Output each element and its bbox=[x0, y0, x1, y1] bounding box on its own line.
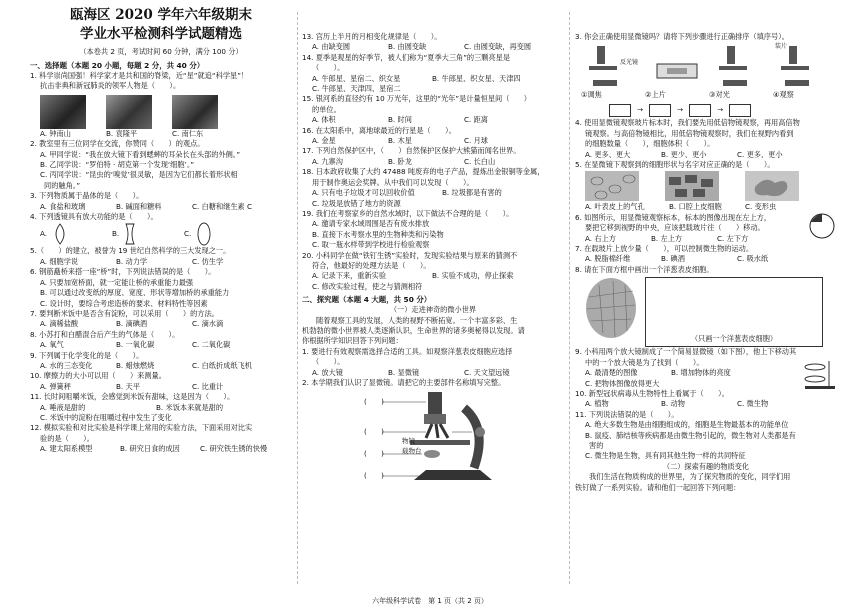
q12-options bbox=[30, 444, 292, 454]
q6-option-b[interactable]: B. 可以通过改变纸的厚度、宽度、形状等增加桥的承重能力 bbox=[40, 288, 230, 298]
c3-q6-option-b[interactable]: B. 左上方 bbox=[651, 233, 683, 243]
c3-q11-option-c[interactable]: C. 微生物是生物，具有同其他生物一样的共同特征 bbox=[585, 451, 746, 461]
q1-text2: 抗击非典和新冠肺炎的领军人物是（ ）。 bbox=[40, 81, 181, 91]
c3-q9-text2: 中的一个放大镜是为了找到（ ）。 bbox=[585, 357, 704, 367]
c3-q10-option-c[interactable]: C. 微生物 bbox=[737, 399, 769, 409]
column-left bbox=[30, 0, 292, 614]
q12-option-c[interactable]: C. 研究铁生锈的快慢 bbox=[200, 444, 268, 454]
q13-option-a[interactable]: A. 由缺变圆 bbox=[312, 42, 351, 52]
q1-text: 1. 科学崇尚国强！科学家才是共和国的脊梁，近“星”就追“科学星”！ bbox=[30, 71, 249, 80]
q16-option-a[interactable]: A. 金星 bbox=[312, 136, 336, 146]
blank-label-1[interactable]: ( ) bbox=[364, 397, 384, 407]
s2-q1-text: 1. 要进行有效观察需选择合适的工具。如观察洋葱表皮细胞应选择 bbox=[302, 346, 513, 356]
c3-q10-option-a[interactable]: A. 植物 bbox=[585, 399, 609, 409]
s2-q2-text: 2. 本学期我们认识了显微镜。请把它的主要部件名称填写完整。 bbox=[302, 378, 506, 387]
q10-option-b[interactable]: B. 天平 bbox=[116, 381, 140, 391]
q3-option-a[interactable]: A. 食盐和玻璃 bbox=[40, 201, 86, 211]
drawing-box[interactable] bbox=[645, 277, 823, 347]
step-label-2: ②上片 bbox=[645, 90, 666, 100]
q8-options bbox=[30, 340, 292, 350]
part1-intro-2: 机勃勃的微小世界被人类逐渐认识，生命世界的诸多奥秘得以发现。请 bbox=[302, 325, 525, 335]
s2-q1-text2: （ ）。 bbox=[312, 357, 345, 367]
c3-q10-text: 10. 新型冠状病毒从生物特性上看属于（ ）。 bbox=[575, 388, 729, 398]
c3-q7-option-b[interactable]: B. 碘酒 bbox=[661, 254, 685, 264]
exam-title-line1: 瓯海区 2020 学年六年级期末 bbox=[70, 7, 252, 23]
c3-q5-option-b[interactable]: B. 口腔上皮细胞 bbox=[669, 202, 722, 212]
q4-option-c[interactable]: C. bbox=[184, 229, 192, 239]
q3-option-b[interactable]: B. 碱面和糖料 bbox=[116, 201, 162, 211]
s2-q1-option-c[interactable]: C. 天文望远镜 bbox=[464, 367, 510, 377]
q17-options bbox=[302, 157, 564, 167]
q15-text: 15. 银河系的直径约有 10 万光年，这里的“光年”是计量恒星间（ ） bbox=[302, 94, 531, 104]
microscope-steps-icon bbox=[575, 42, 837, 90]
q18-text: 18. 日本政府收集了大约 47488 吨废弃的电子产品，提炼出金银铜等金属， bbox=[302, 167, 545, 177]
q8-text: 8. 小苏打和白醋混合后产生的气体是（ ）。 bbox=[30, 329, 180, 339]
q14-option-a[interactable]: A. 牛郎星、星宿二、织女星 bbox=[312, 73, 401, 83]
q13-option-b[interactable]: B. 由圆变缺 bbox=[388, 42, 427, 52]
c3-q10-option-b[interactable]: B. 动物 bbox=[661, 399, 685, 409]
c3-q8-text: 8. 请在下面方框中画出一个洋葱表皮细胞。 bbox=[575, 264, 714, 274]
onion-cell-sample-icon bbox=[585, 277, 637, 339]
c3-q4-text: 4. 使用显微镜观察玻片标本时，我们要先用低倍物镜观察，再用高倍物 bbox=[575, 118, 800, 128]
c3-q6-text2: 要把它移到视野的中央，应该把载玻片往（ ）移动。 bbox=[585, 223, 765, 233]
order-box-3[interactable] bbox=[689, 104, 711, 117]
q13-option-c[interactable]: C. 由圆变缺，再变圆 bbox=[464, 42, 532, 52]
q3-option-c[interactable]: C. 白糖和继生素 C bbox=[192, 201, 253, 211]
label-mirror: 反光镜 bbox=[620, 59, 639, 67]
label-stage: 载物台 bbox=[402, 447, 422, 456]
q11-option-c[interactable]: C. 米饭中的淀粉在咀嚼过程中发生了变化 bbox=[40, 412, 172, 422]
c3-q6-options bbox=[575, 234, 837, 244]
c3-q6-text: 6. 如图所示，用显微镜观察标本，标本的图像出现在左上方， bbox=[575, 212, 772, 222]
order-box-4[interactable] bbox=[729, 104, 751, 117]
c3-q10-options bbox=[575, 399, 837, 409]
q17-option-a[interactable]: A. 九寨沟 bbox=[312, 156, 343, 166]
c3-q7-options bbox=[575, 254, 837, 264]
q14-options-ab bbox=[302, 74, 564, 84]
q3-options bbox=[30, 202, 292, 212]
q15-option-c[interactable]: C. 距离 bbox=[464, 115, 488, 125]
q9-text: 9. 下列属于化学变化的是（ ）。 bbox=[30, 350, 144, 360]
concave-lens-icon bbox=[124, 223, 184, 245]
q15-option-a[interactable]: A. 体积 bbox=[312, 115, 336, 125]
s2-q1-options bbox=[302, 368, 564, 378]
c3-q11-option-b-cont: 害的 bbox=[589, 440, 604, 450]
q17-option-b[interactable]: B. 卧龙 bbox=[388, 156, 412, 166]
exam-title-line2: 学业水平检测科学试题精选 bbox=[80, 26, 242, 42]
q20-text: 20. 小科同学在做“铁钉生锈”实验时，发现实验结果与原来的猜测不 bbox=[302, 250, 518, 260]
q6-text: 6. 钢筋矗桥来搭一座“桥”时，下列说法错误的是（ ）。 bbox=[30, 267, 216, 277]
q4-option-b[interactable]: B. bbox=[112, 229, 120, 239]
q6-block bbox=[575, 213, 837, 244]
q17-text: 17. 下列自然保护区中，（ ）自然保护区保护大熊猫而闻名世界。 bbox=[302, 146, 521, 156]
c3-q6-option-a[interactable]: A. 右上方 bbox=[585, 233, 616, 243]
step-order-boxes: → → → bbox=[575, 102, 837, 118]
column-divider-1 bbox=[297, 12, 298, 584]
q12-option-a[interactable]: A. 建太阳系模型 bbox=[40, 444, 93, 454]
q10-options bbox=[30, 382, 292, 392]
q7-options bbox=[30, 319, 292, 329]
q10-option-a[interactable]: A. 弹簧秤 bbox=[40, 381, 71, 391]
q2-option-c-cont: 同的触角。” bbox=[44, 180, 81, 190]
q5-option-c[interactable]: C. 仿生学 bbox=[192, 256, 224, 266]
q15-option-b[interactable]: B. 时间 bbox=[388, 115, 412, 125]
q8-drawing-area bbox=[575, 277, 837, 347]
q18-option-b[interactable]: B. 垃圾都是有害的 bbox=[442, 188, 502, 198]
convex-lens-icon bbox=[52, 223, 112, 245]
c3-q5-option-c[interactable]: C. 变形虫 bbox=[745, 202, 777, 212]
q10-text: 10. 摩擦力的大小可以用（ ）来测量。 bbox=[30, 371, 166, 381]
q8-option-a[interactable]: A. 氧气 bbox=[40, 340, 64, 350]
q8-option-c[interactable]: C. 二氧化碳 bbox=[192, 340, 231, 350]
q11-option-a[interactable]: A. 唾液是甜的 bbox=[40, 402, 86, 412]
q16-option-b[interactable]: B. 木星 bbox=[388, 136, 412, 146]
oval-lens-icon bbox=[196, 222, 226, 246]
q9-options bbox=[30, 361, 292, 371]
q15-text2: 的单位。 bbox=[312, 104, 341, 114]
q1-photos bbox=[30, 95, 292, 129]
q6-option-c[interactable]: C. 设计时，要综合考虑造桥的要求、材料特性等因素 bbox=[40, 298, 208, 308]
c3-q4-option-b[interactable]: B. 更少、更小 bbox=[661, 149, 707, 159]
photo-scientist-2 bbox=[106, 95, 152, 129]
c3-q5-text: 5. 在显微镜下观察到的细胞形状与名字对应正确的是（ ）。 bbox=[575, 160, 775, 170]
section2-heading: 二、探究题（本题 4 大题，共 50 分） bbox=[302, 295, 432, 305]
microscope-icon bbox=[302, 388, 564, 488]
photo-scientist-1 bbox=[40, 95, 86, 129]
part2-intro-2: 铁钉做了一系列实验。请和他们一起回答下列问题： bbox=[575, 482, 741, 492]
q5-option-b[interactable]: B. 动力学 bbox=[116, 256, 148, 266]
column-right bbox=[575, 0, 837, 614]
c3-q11-option-b[interactable]: B. 鼠疫、肺结核等疾病都是由微生物引起的，微生物对人类都是有 bbox=[585, 430, 796, 440]
q19-option-b[interactable]: B. 直接下水考察水里的生物种类和污染物 bbox=[312, 229, 444, 239]
part1-intro-3: 你根据所学知识回答下列问题： bbox=[302, 336, 403, 346]
microscope-diagram bbox=[302, 388, 564, 488]
c3-q7-option-a[interactable]: A. 脱脂棉纤维 bbox=[585, 254, 631, 264]
q1-option-b[interactable]: B. 袁隆平 bbox=[106, 128, 138, 138]
q14-option-b[interactable]: B. 牛郎星、织女星、天津四 bbox=[432, 73, 521, 83]
part2-heading: （二）探索有趣的物质变化 bbox=[662, 461, 750, 471]
q20-option-c[interactable]: C. 修改实验过程，使之与猜测相符 bbox=[312, 281, 423, 291]
q16-text: 16. 在太阳系中，离地球最近的行星是（ ）。 bbox=[302, 125, 456, 135]
q16-option-c[interactable]: C. 月球 bbox=[464, 136, 488, 146]
c3-q4-option-a[interactable]: A. 更多、更大 bbox=[585, 149, 631, 159]
microscope-steps bbox=[575, 42, 837, 102]
q7-text: 7. 要判断米饭中是否含有淀粉，可以采用（ ）的方法。 bbox=[30, 308, 219, 318]
q14-text: 14. 夏季是观星的好季节，被人们称为“夏季大三角”的三颗亮星是 bbox=[302, 52, 511, 62]
q13-text: 13. 宫历上半月的月相变化规律是（ ）。 bbox=[302, 32, 442, 41]
q20-option-a[interactable]: A. 记录下来，重新实验 bbox=[312, 271, 387, 281]
photo-scientist-3 bbox=[172, 95, 218, 129]
s2-q1-option-a[interactable]: A. 放大镜 bbox=[312, 367, 343, 377]
c3-q5-option-a[interactable]: A. 叶表皮上的气孔 bbox=[585, 202, 645, 212]
q19-option-a[interactable]: A. 邀请专家水域周围是否有废水排放 bbox=[312, 219, 430, 229]
q5-text: 5.（ ）的建立，被誉为 19 世纪自然科学的三大发现之一。 bbox=[30, 246, 231, 256]
c3-q9-option-a[interactable]: A. 最清楚的图像 bbox=[585, 368, 638, 378]
q5-option-a[interactable]: A. 细胞学说 bbox=[40, 256, 79, 266]
s2-q1-option-b[interactable]: B. 显微镜 bbox=[388, 367, 420, 377]
q13-options bbox=[302, 42, 564, 52]
q19-text: 19. 我们在考察家乡的自然水域时，以下做法不合理的是（ ）。 bbox=[302, 208, 514, 218]
cell-images bbox=[575, 170, 837, 202]
c3-q4-text3: 的细胞数量（ ），细胞体积（ ）。 bbox=[585, 139, 715, 149]
q12-text: 12. 模拟实验和对比实验是科学课上常用的实验方法，下面采用对比实 bbox=[30, 423, 253, 433]
step-label-4: ④观察 bbox=[773, 90, 794, 100]
field-of-view-icon bbox=[809, 213, 835, 239]
page-footer: 六年级科学试卷 第 1 页（共 2 页） bbox=[372, 597, 488, 605]
blank-label-4[interactable]: ( ) bbox=[364, 471, 384, 481]
drawing-box-caption: （只画一个洋葱表皮细胞） bbox=[690, 333, 778, 343]
q19-option-c[interactable]: C. 取一瓶水样带到学校进行检验观察 bbox=[312, 240, 430, 250]
c3-q6-option-c[interactable]: C. 左下方 bbox=[717, 233, 749, 243]
q7-option-a[interactable]: A. 滴稀盐酸 bbox=[40, 319, 79, 329]
q1-options bbox=[30, 129, 292, 139]
q14-text2: （ ）。 bbox=[312, 63, 345, 73]
q4-text: 4. 下列透镜具有放大功能的是（ ）。 bbox=[30, 212, 158, 222]
q12-text2: 验的是（ ）。 bbox=[40, 433, 94, 443]
blank-label-3[interactable]: ( ) bbox=[364, 449, 384, 459]
label-objective: 物镜 bbox=[402, 437, 415, 446]
q18-option-a[interactable]: A. 只有电子垃圾才可以回收价值 bbox=[312, 188, 415, 198]
q18-option-c[interactable]: C. 垃圾是放错了地方的资源 bbox=[312, 198, 401, 208]
part2-intro-1: 我们生活在物质构成的世界里，为了探究物质的变化，同学们用 bbox=[589, 472, 791, 482]
q6-option-a[interactable]: A. 只要加宽桥面，就一定能让桥的承重能力最强 bbox=[40, 277, 194, 287]
amoeba-icon bbox=[745, 171, 799, 201]
q14-option-c[interactable]: C. 牛郎星、天津四、星宿二 bbox=[312, 84, 401, 94]
q4-lens-options bbox=[30, 222, 292, 246]
q7-option-c[interactable]: C. 滴水滴 bbox=[192, 319, 224, 329]
q12-option-b[interactable]: B. 研究日食的成因 bbox=[120, 444, 180, 454]
c3-q9-options-ab bbox=[575, 368, 837, 378]
q20-options-ab bbox=[302, 271, 564, 281]
q15-options bbox=[302, 115, 564, 125]
q9-option-c[interactable]: C. 白纸折成纸飞机 bbox=[192, 360, 252, 370]
q11-options-ab bbox=[30, 403, 292, 413]
q4-option-a[interactable]: A. bbox=[40, 229, 48, 239]
q10-option-c[interactable]: C. 比重计 bbox=[192, 381, 224, 391]
two-lens-stand-icon bbox=[801, 359, 837, 389]
q11-option-b[interactable]: B. 米饭本来就是甜的 bbox=[156, 402, 224, 412]
q1-option-c[interactable]: C. 南仁东 bbox=[172, 128, 204, 138]
q9-block bbox=[575, 347, 837, 389]
c3-q4-text2: 镜观察。与高倍物镜相比，用低倍物镜观察时，我们在视野内看到 bbox=[585, 128, 794, 138]
q17-option-c[interactable]: C. 长白山 bbox=[464, 156, 496, 166]
stomata-cell-icon bbox=[585, 171, 639, 201]
q3-text: 3. 下列物质属于晶体的是（ ）。 bbox=[30, 191, 144, 201]
q2-text: 2. 教室里有三位同学在交流，你赞同（ ）的观点。 bbox=[30, 139, 205, 149]
q9-option-a[interactable]: A. 水的三态变化 bbox=[40, 360, 93, 370]
order-box-2[interactable] bbox=[649, 104, 671, 117]
c3-q9-option-c[interactable]: C. 把物体图像放得更大 bbox=[585, 378, 660, 388]
exam-subtitle: （本卷共 2 页，考试时间 60 分钟，满分 100 分） bbox=[79, 47, 243, 56]
c3-q3-text: 3. 你会正确使用显微镜吗？请将下列步骤进行正确排序（填序号）。 bbox=[575, 32, 789, 41]
c3-q11-option-a[interactable]: A. 绝大多数生物是由细胞组成的，细胞是生物最基本的功能单位 bbox=[585, 420, 789, 430]
q18-options-ab bbox=[302, 188, 564, 198]
step-labels bbox=[581, 90, 837, 100]
step-label-1: ①调焦 bbox=[581, 90, 602, 100]
q2-option-a[interactable]: A. 甲同学说：“我在放大镜下看到蟋蟀的耳朵长在头部的外侧。” bbox=[40, 149, 241, 159]
blank-label-2[interactable]: ( ) bbox=[364, 427, 384, 437]
epithelial-cell-icon bbox=[665, 171, 719, 201]
c3-q5-options bbox=[575, 202, 837, 212]
q9-option-b[interactable]: B. 蜡烛燃烧 bbox=[116, 360, 155, 370]
part1-heading: （一）走进神奇的微小世界 bbox=[389, 305, 477, 315]
c3-q9-option-b[interactable]: B. 增加物体的亮度 bbox=[671, 368, 731, 378]
section1-heading: 一、选择题（本题 20 小题，每题 2 分，共 40 分） bbox=[30, 61, 205, 70]
order-box-1[interactable] bbox=[609, 104, 631, 117]
q20-text2: 符合，他最好的处理方法是（ ）。 bbox=[312, 260, 431, 270]
c3-q7-text: 7. 在载玻片上放少量（ ），可以控制微生物的运动。 bbox=[575, 244, 754, 254]
column-middle bbox=[302, 0, 564, 614]
q7-option-b[interactable]: B. 滴碘酒 bbox=[116, 319, 148, 329]
c3-q4-option-c[interactable]: C. 更多、更小 bbox=[737, 149, 783, 159]
c3-q9-text: 9. 小科用两个放大镜制成了一个简易显微镜（如下图），他上下移动其 bbox=[575, 347, 797, 357]
q8-option-b[interactable]: B. 一氧化碳 bbox=[116, 340, 155, 350]
column-divider-2 bbox=[569, 12, 570, 584]
c3-q7-option-c[interactable]: C. 吸水纸 bbox=[737, 254, 769, 264]
step-label-3: ③对光 bbox=[709, 90, 730, 100]
q2-option-c[interactable]: C. 丙同学说：“昆虫的‘嗅觉’很灵敏，是因为它们都长着形状相 bbox=[40, 170, 238, 180]
q5-options bbox=[30, 257, 292, 267]
q16-options bbox=[302, 136, 564, 146]
label-slide: 装片 bbox=[775, 43, 788, 51]
q18-text2: 用于制作奥运会奖牌。从中我们可以发现（ ）。 bbox=[312, 177, 474, 187]
c3-q4-options bbox=[575, 150, 837, 160]
q20-option-b[interactable]: B. 实验不成功，停止探索 bbox=[432, 271, 514, 281]
part1-intro-1: 随着观察工具的发展，人类的视野不断拓宽。一个丰富多彩、生 bbox=[316, 315, 518, 325]
q2-option-b[interactable]: B. 乙同学说：“罗伯特 · 胡克第一个发现‘细胞’。” bbox=[40, 160, 195, 170]
q11-text: 11. 长时间咀嚼米饭，会感觉到米饭有甜味，这是因为（ ）。 bbox=[30, 392, 235, 402]
c3-q11-text: 11. 下列说法错误的是（ ）。 bbox=[575, 409, 679, 419]
q1-option-a[interactable]: A. 钟南山 bbox=[40, 128, 71, 138]
